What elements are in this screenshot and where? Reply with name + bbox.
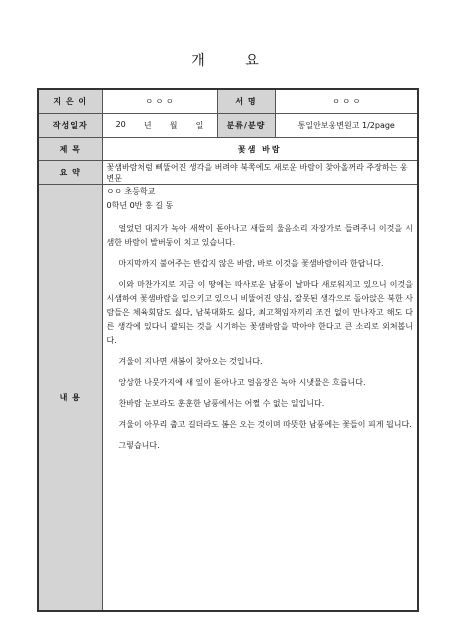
subject-row bbox=[38, 138, 418, 161]
date-value bbox=[102, 114, 217, 138]
author-label: 지 은 이 bbox=[38, 89, 102, 114]
date-row bbox=[38, 114, 418, 138]
name-value: ㅇ ㅇ ㅇ bbox=[275, 89, 418, 114]
author-row bbox=[38, 89, 418, 114]
body-paragraph: 이와 마찬가지로 지금 이 땅에는 따사로운 남풍이 날마다 새로워지고 있으니 이것을 시샘하여 꽃샘바람을 일으키고 있으니 비뚤어진 양심, 잘못된 생각으로 돌아앉은 북한 사람들은 체육회담도 싫다, 남북대화도 싫다, 최고책임자끼리 조건 없이 만나자고 해도 다른 생각에 있다니 괄되는 것을 시기하는 꽃샘바람을 막아야 한다고 큰 소리로 외쳐봅니다. bbox=[106, 280, 413, 345]
content-body bbox=[102, 185, 418, 612]
body-paragraph: 얼었던 대지가 녹아 새싹이 돋아나고 새들의 울음소리 자장가로 들려주니 이것을 시샘한 바람이 발버둥이 치고 있습니다. bbox=[106, 224, 413, 247]
summary-value: 꽃샘바람처럼 삐뚤어진 생각을 버려야 북쪽에도 새로운 바람이 찾아올꺼라 주장하는 웅변문 bbox=[102, 161, 418, 185]
body-paragraph: 그렇습니다. bbox=[118, 441, 160, 450]
category-label: 분류/분량 bbox=[217, 114, 275, 138]
summary-label: 요 약 bbox=[38, 161, 102, 185]
date-year: 20 bbox=[115, 120, 126, 129]
date-label: 작성일자 bbox=[38, 114, 102, 138]
summary-form-table bbox=[37, 88, 419, 612]
school-line: ㅇㅇ 초등학교 bbox=[106, 187, 156, 196]
subject-value: 꽃샘 바람 bbox=[102, 138, 418, 161]
date-day-unit: 일 bbox=[195, 121, 204, 130]
body-paragraph: 겨울이 아무리 춥고 길더라도 봄은 오는 것이며 따뜻한 남풍에는 꽃들이 피게 됩니다. bbox=[118, 420, 412, 429]
body-paragraph: 앙상한 나뭇가지에 새 잎이 돋아나고 얼음장은 녹아 시냇물은 흐릅니다. bbox=[118, 378, 366, 387]
category-value: 통일안보웅변원고 1/2page bbox=[275, 114, 418, 138]
summary-row bbox=[38, 161, 418, 185]
student-line: 0학년 0반 홍 길 동 bbox=[106, 201, 174, 210]
name-label: 서 명 bbox=[217, 89, 275, 114]
date-month-unit: 월 bbox=[169, 121, 178, 130]
date-year-unit: 년 bbox=[143, 121, 152, 130]
subject-label: 제 목 bbox=[38, 138, 102, 161]
page-title: 개 요 bbox=[191, 53, 277, 69]
author-value: ㅇ ㅇ ㅇ bbox=[102, 89, 217, 114]
content-label: 내 용 bbox=[38, 185, 102, 612]
content-row bbox=[38, 185, 418, 612]
body-paragraph: 겨울이 지나면 새봄이 찾아오는 것입니다. bbox=[118, 357, 263, 366]
body-paragraph: 찬바람 눈보라도 훈훈한 남풍에서는 어쩔 수 없는 일입니다. bbox=[118, 399, 325, 408]
body-paragraph: 마지막까지 불어주는 반갑지 않은 바람, 바로 이것을 꽃샘바람이라 한답니다. bbox=[118, 259, 384, 268]
